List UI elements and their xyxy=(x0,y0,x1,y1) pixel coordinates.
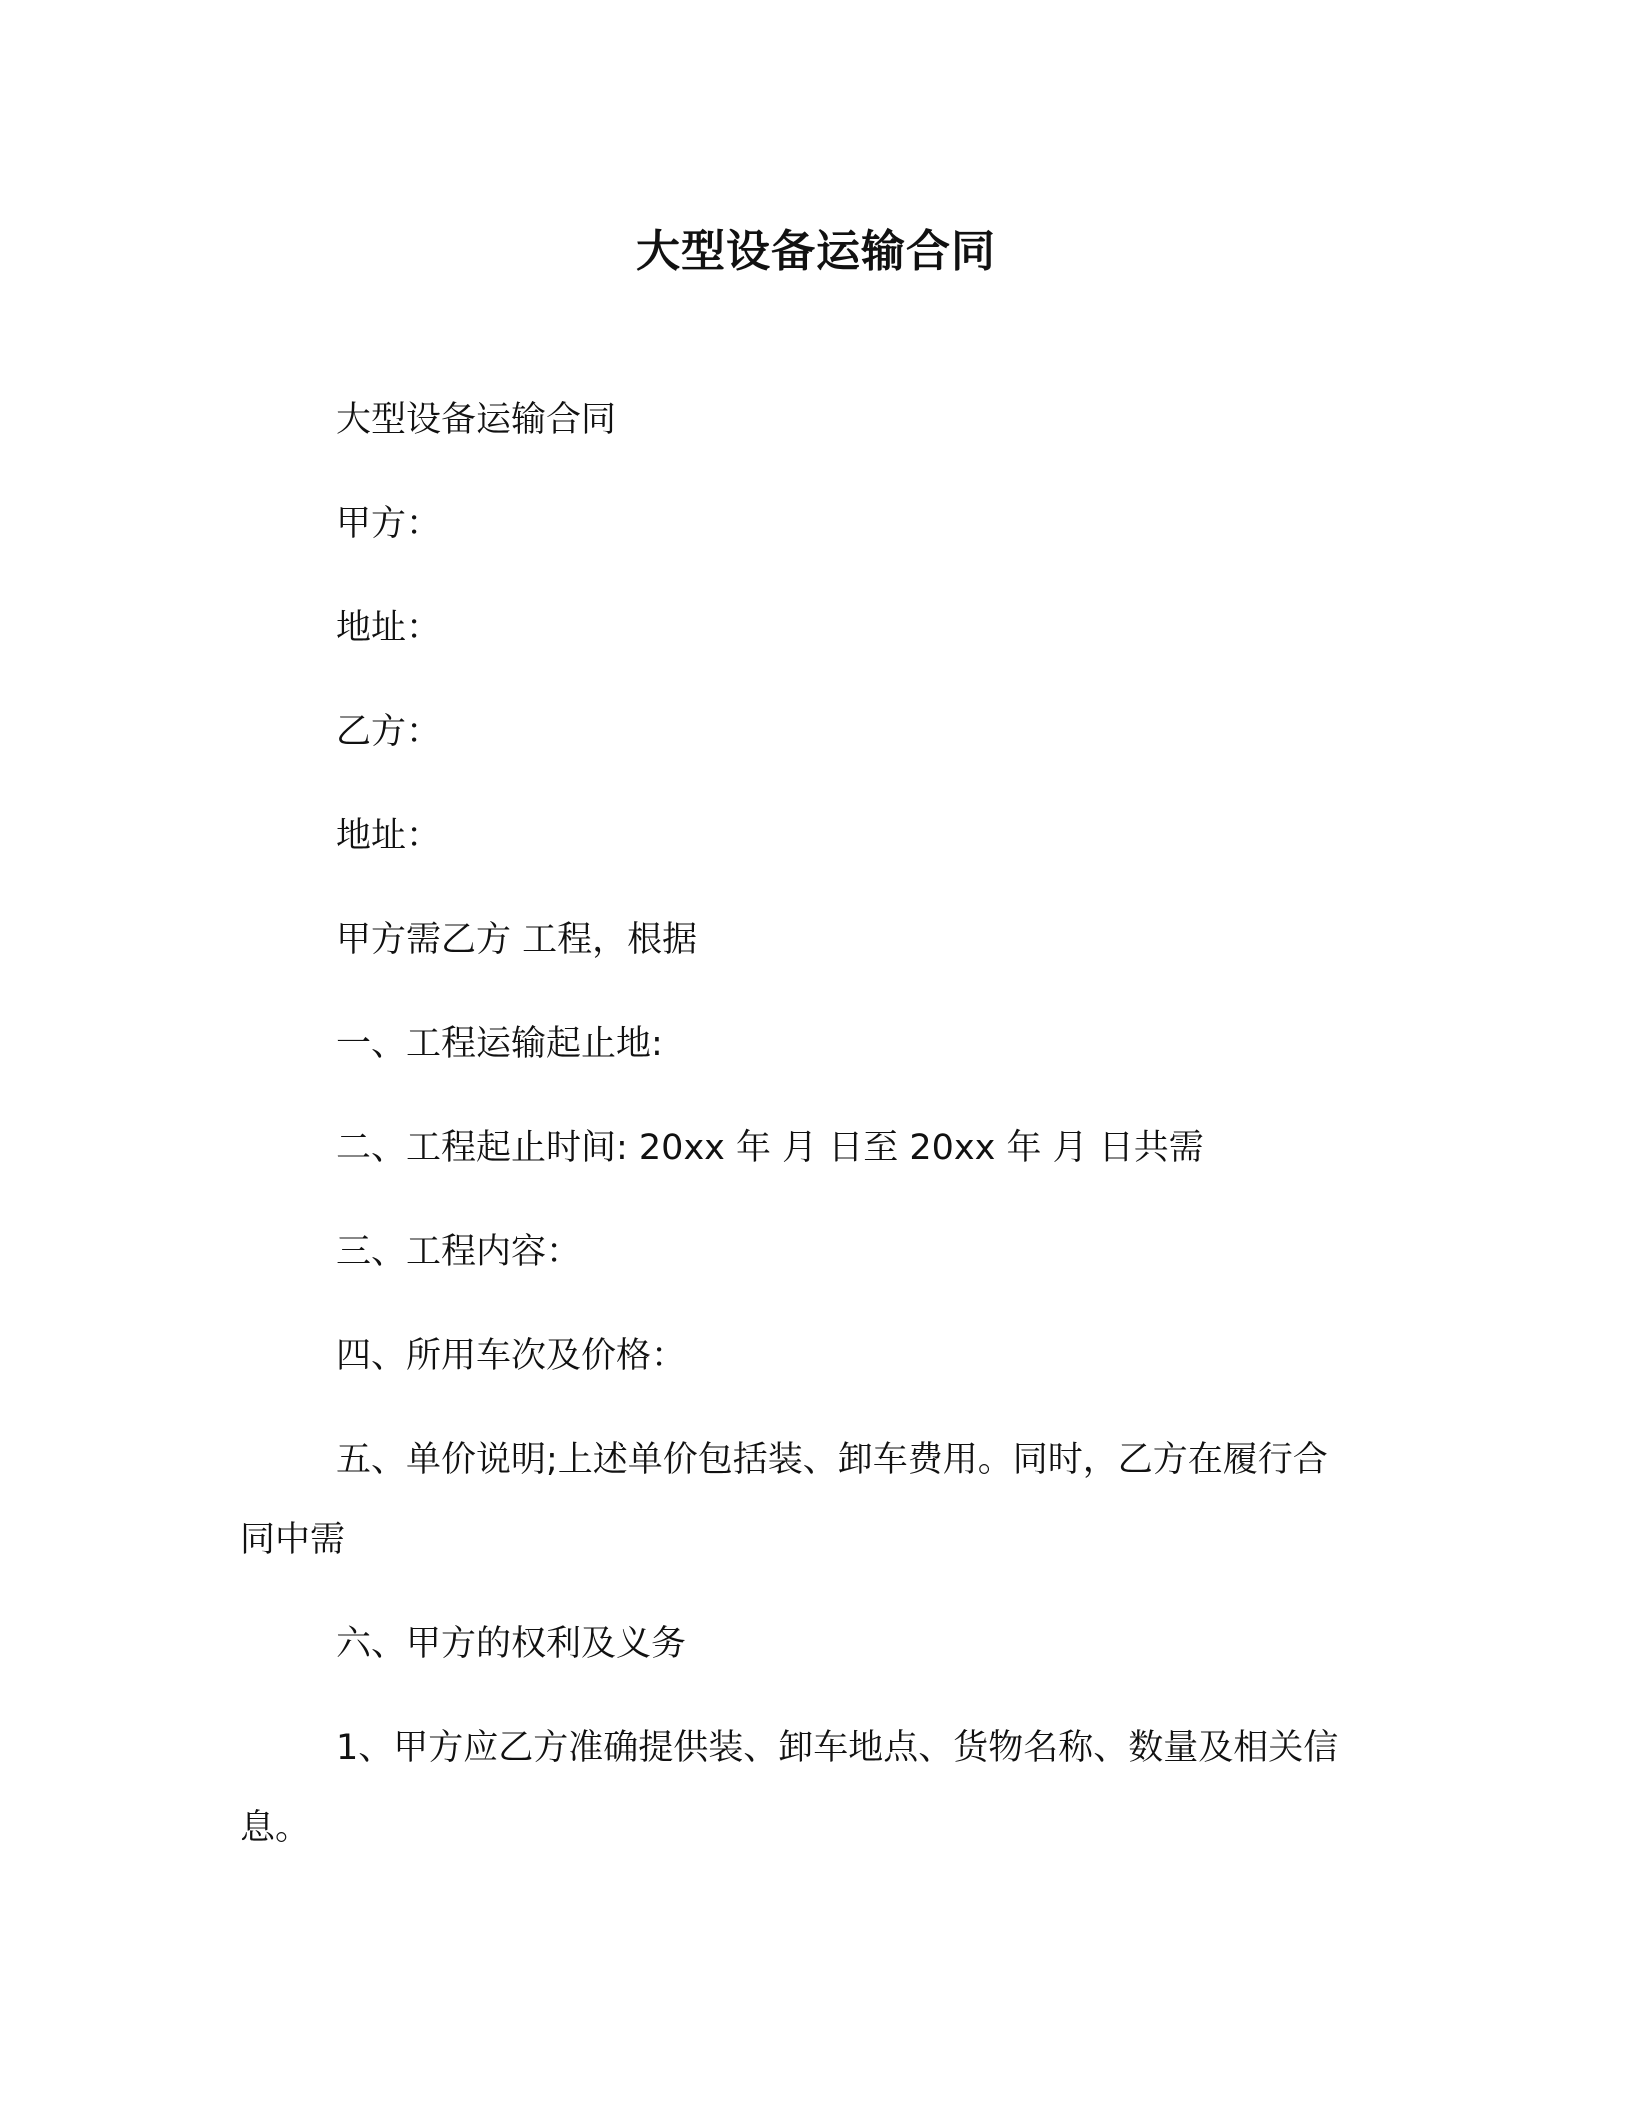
paragraph-party-b-address: 地址： xyxy=(336,816,442,856)
paragraph-clause-5: 五、单价说明;上述单价包括装、卸车费用。同时，乙方在履行合同中需 xyxy=(240,1440,1328,1560)
paragraph-clause-2: 二、工程起止时间: 20xx 年 月 日至 20xx 年 月 日共需 xyxy=(336,1128,1204,1168)
paragraph-clause-6: 六、甲方的权利及义务 xyxy=(336,1624,687,1664)
paragraph-clause-4: 四、所用车次及价格： xyxy=(336,1336,687,1376)
paragraph-clause-6-item-1: 1、甲方应乙方准确提供装、卸车地点、货物名称、数量及相关信息。 xyxy=(240,1728,1339,1848)
document-title: 大型设备运输合同 xyxy=(636,226,996,277)
paragraph-contract-heading: 大型设备运输合同 xyxy=(336,400,617,440)
paragraph-clause-3: 三、工程内容： xyxy=(336,1232,582,1272)
paragraph-clause-1: 一、工程运输起止地: xyxy=(336,1024,663,1064)
paragraph-party-a: 甲方： xyxy=(336,504,442,544)
paragraph-party-a-address: 地址： xyxy=(336,608,442,648)
paragraph-preamble: 甲方需乙方 工程，根据 xyxy=(336,920,698,960)
paragraph-party-b: 乙方： xyxy=(336,712,442,752)
